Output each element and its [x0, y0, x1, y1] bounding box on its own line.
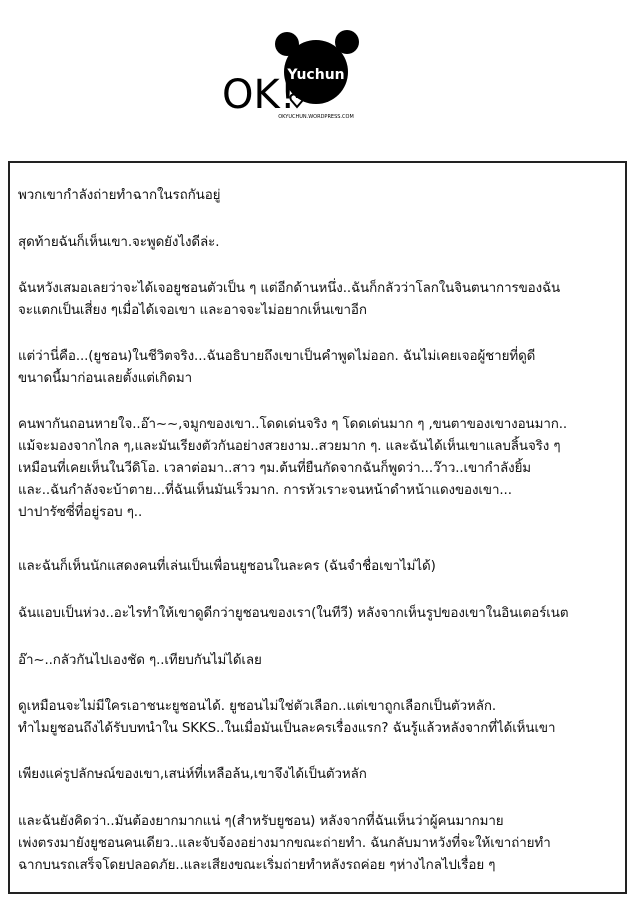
article-panel	[8, 161, 627, 894]
paragraph-6: และฉันก็เห็นนักแสดงคนที่เล่นเป็นเพื่อนยูชอนในละคร (ฉันจำชื่อเขาไม่ได้)	[18, 559, 436, 574]
logo-sub-text: OKYUCHUN.WORDPRESS.COM	[278, 114, 354, 120]
logo-ok-text: OK!	[222, 72, 296, 118]
paragraph-8: อ๊า~..กลัวกันไปเองชัด ๆ..เทียบกันไม่ได้เลย	[18, 653, 262, 668]
logo-badge-text: Yuchun	[287, 67, 345, 83]
paragraph-11: และฉันยังคิดว่า..มันต้องยากมากแน่ ๆ(สำหรับยูชอน) หลังจากที่ฉันเห็นว่าผู้คนมากมาย เพ่งตรงมายังยูชอนคนเดียว..และจับจ้องอย่างมากขณะถ่ายทำ. ฉันกลับมาหวังที่จะให้เขาถ่ายทำ ฉากบนรถเสร็จโดยปลอดภัย..และเสียงขณะเริ่มถ่ายทำหลังรถค่อย ๆห่างไกลไปเรื่อย ๆ	[18, 814, 551, 873]
mickey-logo-graphic	[218, 26, 378, 126]
paragraph-10: เพียงแค่รูปลักษณ์ของเขา,เสน่ห์ที่เหลือล้น,เขาจึงได้เป็นตัวหลัก	[18, 767, 367, 782]
paragraph-1: พวกเขากำลังถ่ายทำฉากในรถกันอยู่	[18, 188, 221, 203]
paragraph-2: สุดท้ายฉันก็เห็นเขา.จะพูดยังไงดีล่ะ.	[18, 235, 220, 250]
paragraph-5: คนพากันถอนหายใจ..อ๊า~~,จมูกของเขา..โดดเด่นจริง ๆ โดดเด่นมาก ๆ ,ขนตาของเขางอนมาก.. แม้จะมองจากไกล ๆ,และมันเรียงตัวกันอย่างสวยงาม..สวยมาก ๆ. และฉันได้เห็นเขาแลบลิ้นจริง ๆ เหมือนที่เคยเห็นในวีดิโอ. เวลาต่อมา..สาว ๆม.ต้นที่ยืนกัดจากฉันก็พูดว่า...ว๊าว..เขากำลังยิ้ม และ..ฉันกำลังจะบ้าตาย...ที่ฉันเห็นมันเร็วมาก. การหัวเราะจนหน้าดำหน้าแดงของเขา... ปาปารัซซี่ที่อยู่รอบ ๆ..	[18, 417, 568, 520]
paragraph-3: ฉันหวังเสมอเลยว่าจะได้เจอยูชอนตัวเป็น ๆ แต่อีกด้านหนึ่ง..ฉันก็กลัวว่าโลกในจินตนาการของฉัน จะแตกเป็นเสี่ยง ๆเมื่อได้เจอเขา และอาจจะไม่อยากเห็นเขาอีก	[18, 281, 561, 318]
paragraph-7: ฉันแอบเป็นห่วง..อะไรทำให้เขาดูดีกว่ายูชอนของเรา(ในทีวี) หลังจากเห็นรูปของเขาในอินเตอร์เนต	[18, 606, 569, 621]
paragraph-9: ดูเหมือนจะไม่มีใครเอาชนะยูชอนได้. ยูชอนไม่ใช่ตัวเลือก..แต่เขาถูกเลือกเป็นตัวหลัก. ทำไมยูชอนถึงได้รับบทนำใน SKKS..ในเมื่อมันเป็นละครเรื่องแรก? ฉันรู้แล้วหลังจากที่ได้เห็นเขา	[18, 699, 556, 736]
okyuchun-logo	[218, 26, 378, 126]
paragraph-4: แต่ว่านี่คือ...(ยูชอน)ในชีวิตจริง...ฉันอธิบายถึงเขาเป็นคำพูดไม่ออก. ฉันไม่เคยเจอผู้ชายที่ดูดี ขนาดนี้มาก่อนเลยตั้งแต่เกิดมา	[18, 349, 536, 386]
